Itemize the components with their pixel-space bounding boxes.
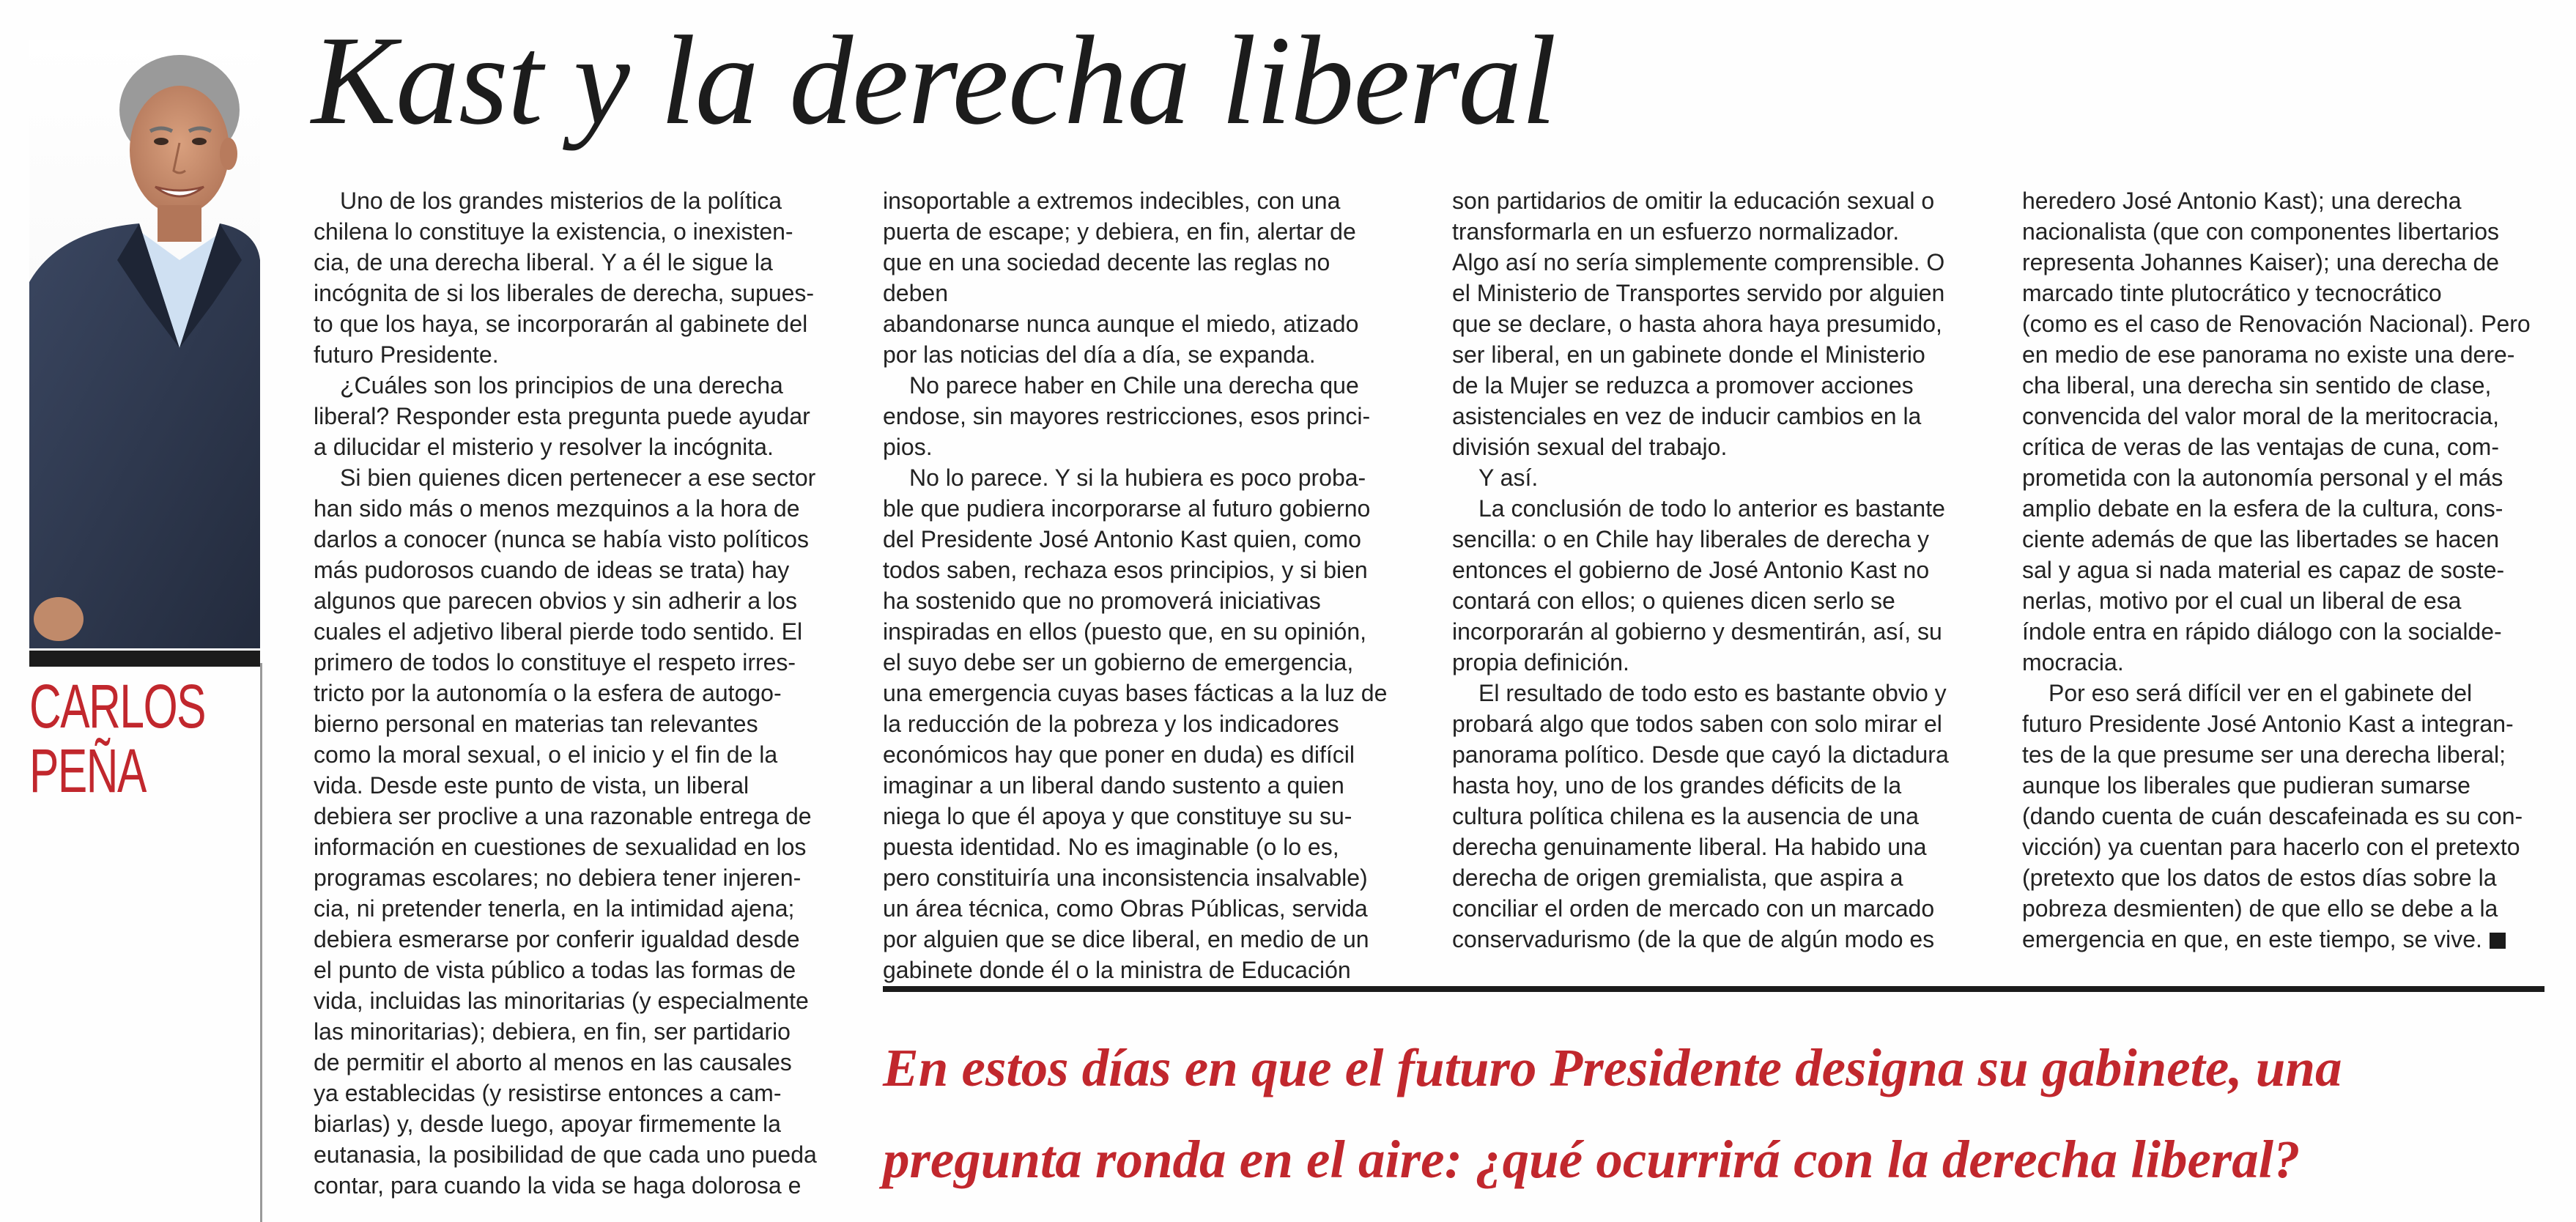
article-column-4: [2022, 185, 2550, 955]
article-column-3: [1452, 185, 1965, 955]
paragraph: El resultado de todo esto es bastante obvio y probará algo que todos saben con solo mirar el panorama político. Desde que cayó la dictadura hasta hoy, uno de los grandes déficits de la cultura política chilena es la ausencia de una derecha genuinamente liberal. Ha habido una derecha de origen gremialista, que aspira a conciliar el orden de mercado con un marcado conservadurismo (de la que de algún modo es: [1452, 680, 1949, 952]
paragraph: insoportable a extremos indecibles, con una puerta de escape; y debiera, en fin, alertar de que en una sociedad decente las reglas no deben abandonarse nunca aunque el miedo, atizado por las noticias del día a día, se expanda.: [883, 188, 1359, 368]
author-photo: [29, 40, 260, 648]
photo-bar: [29, 651, 260, 667]
pull-quote-rule: [883, 986, 2544, 992]
paragraph: No parece haber en Chile una derecha que endose, sin mayores restricciones, esos princi- pios.: [883, 372, 1371, 460]
author-last-name: PEÑA: [29, 736, 146, 805]
vertical-divider: [260, 663, 262, 1222]
paragraph: son partidarios de omitir la educación sexual o transformarla en un esfuerzo normalizador. Algo así no sería simplemente comprensible. O el Ministerio de Transportes servido por alguien que se declare, o hasta ahora haya presumido, ser liberal, en un gabinete donde el Ministerio de la Mujer se reduzca a promover acciones asistenciales en vez de inducir cambios en la división sexual del trabajo.: [1452, 188, 1945, 460]
paragraph: La conclusión de todo lo anterior es bastante sencilla: o en Chile hay liberales de derecha y entonces el gobierno de José Antonio Kast no contará con ellos; o quienes dicen serlo se incorporarán al gobierno y desmentirán, así, su propia definición.: [1452, 495, 1945, 675]
pull-quote-line-1: En estos días en que el futuro Presidente designa su gabinete, una: [883, 1038, 2342, 1097]
headline: Kast y la derecha liberal: [311, 10, 1556, 151]
author-first-name: CARLOS: [29, 672, 206, 741]
paragraph: Y así.: [1478, 464, 1539, 491]
article-column-1: [314, 185, 826, 1201]
paragraph: ¿Cuáles son los principios de una derecha liberal? Responder esta pregunta puede ayudar a dilucidar el misterio y resolver la incógnita.: [314, 372, 810, 460]
article-column-2: [883, 185, 1396, 985]
author-byline: [29, 672, 206, 805]
paragraph: Si bien quienes dicen pertenecer a ese sector han sido más o menos mezquinos a la hora de darlos a conocer (nunca se había visto políticos más pudorosos cuando de ideas se trata) hay algunos que parecen obvios y sin adherir a los cuales el adjetivo liberal pierde todo sentido. El primero de todos lo constituye el respeto irres- tricto por la autonomía o la esfera de autogo- bierno personal en materias tan relevantes como la moral sexual, o el inicio y el fin de la vida. Desde este punto de vista, un liberal debiera ser proclive a una razonable entrega de información en cuestiones de sexualidad en los programas escolares; no debiera tener injeren- cia, ni pretender tenerla, en la intimidad ajena; debiera esmerarse por conferir igualdad desde el punto de vista público a todas las formas de vida, incluidas las minoritarias (y especialmente las minoritarias); debiera, en fin, ser partidario de permitir el aborto al menos en las causales ya establecidas (y resistirse entonces a cam- biarlas) y, desde luego, apoyar firmemente la eutanasia, la posibilidad de que cada uno pueda contar, para cuando la vida se haga dolorosa e: [314, 464, 817, 1199]
paragraph-final-text: Por eso será difícil ver en el gabinete del futuro Presidente José Antonio Kast a integran- tes de la que presume ser una derecha liberal; aunque los liberales que pudieran sumarse (dando cuenta de cuán descafeinada es su con- vicción) ya cuentan para hacerlo con el pretexto (pretexto que los datos de estos días sobre la pobreza desmienten) de que ello se debe a la emergencia en que, en este tiempo, se vive.: [2022, 680, 2523, 952]
paragraph-final: [2022, 678, 2550, 955]
paragraph: heredero José Antonio Kast); una derecha nacionalista (que con componentes libertarios representa Johannes Kaiser); una derecha de marcado tinte plutocrático y tecnocrático (como es el caso de Renovación Nacional). Pero en medio de ese panorama no existe una dere- cha liberal, una derecha sin sentido de clase, convencida del valor moral de la meritocracia, crítica de veras de las ventajas de cuna, com- prometida con la autonomía personal y el más amplio debate en la esfera de la cultura, cons- ciente además de que las libertades se hacen sal y agua si nada material es capaz de soste- nerlas, motivo por el cual un liberal de esa índole entra en rápido diálogo con la socialde- mocracia.: [2022, 188, 2531, 675]
pull-quote: [883, 1022, 2561, 1205]
paragraph: Uno de los grandes misterios de la política chilena lo constituye la existencia, o inexisten- cia, de una derecha liberal. Y a él le sigue la incógnita de si los liberales de derecha, supues- to que los haya, se incorporarán al gabinete del futuro Presidente.: [314, 188, 815, 368]
pull-quote-line-2: pregunta ronda en el aire: ¿qué ocurrirá con la derecha liberal?: [883, 1130, 2301, 1189]
paragraph: No lo parece. Y si la hubiera es poco proba- ble que pudiera incorporarse al futuro gobierno del Presidente José Antonio Kast quien, como todos saben, rechaza esos principios, y si bien ha sostenido que no promoverá iniciativas inspiradas en ellos (puesto que, en su opinión, el suyo debe ser un gobierno de emergencia, una emergencia cuyas bases fácticas a la luz de la reducción de la pobreza y los indicadores económicos hay que poner en duda) es difícil imaginar a un liberal dando sustento a quien niega lo que él apoya y que constituye su su- puesta identidad. No es imaginable (o lo es, pero constituiría una inconsistencia insalvable) un área técnica, como Obras Públicas, servida por alguien que se dice liberal, en medio de un gabinete donde él o la ministra de Educación: [883, 464, 1388, 983]
end-of-article-square-icon: [2490, 933, 2506, 949]
